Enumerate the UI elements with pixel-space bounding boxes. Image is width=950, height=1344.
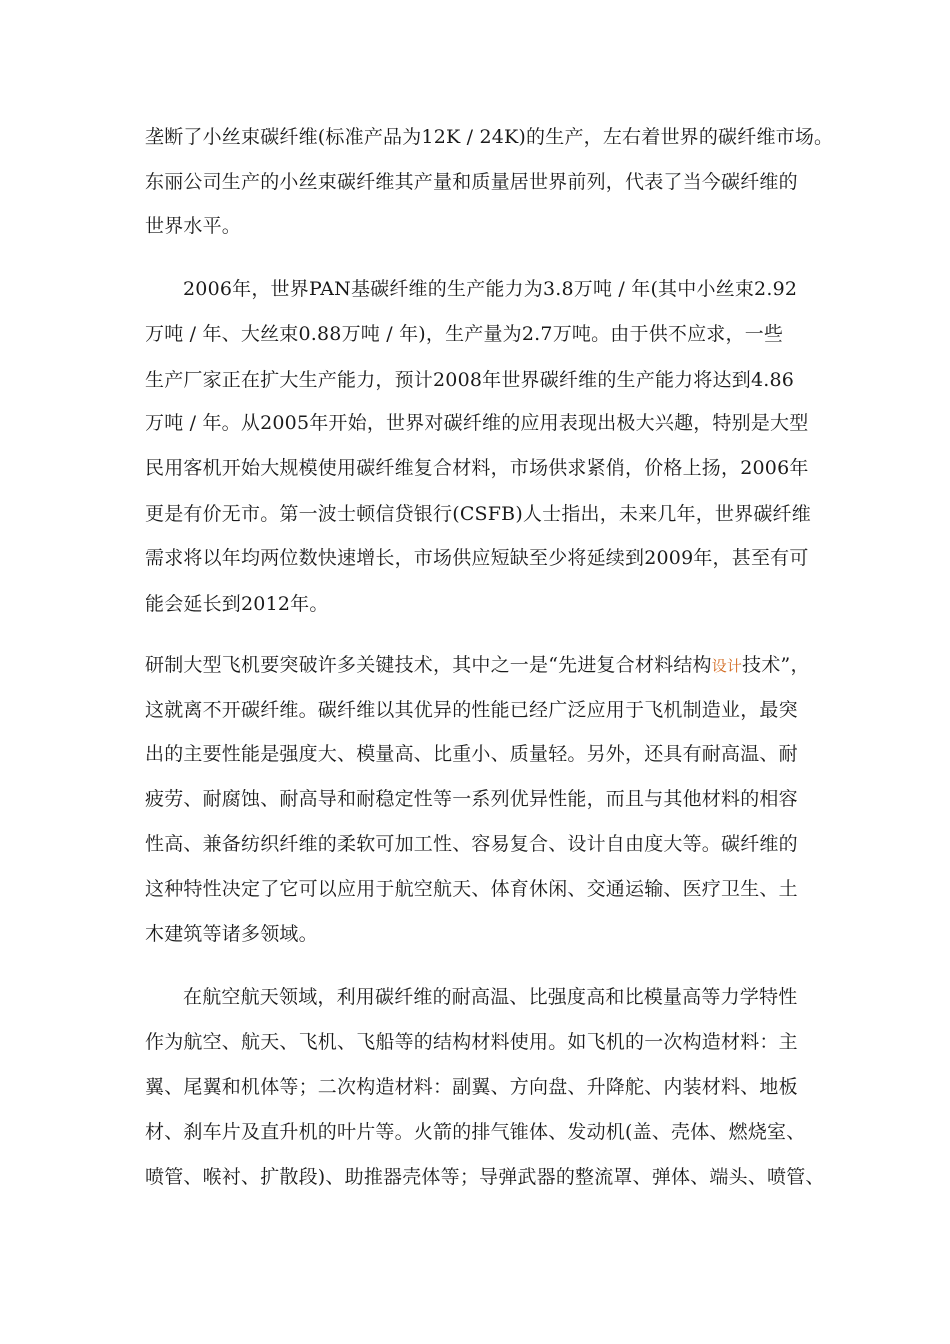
text-segment: 研制大型飞机要突破许多关键技术，其中之一是“先进复合材料结构 (145, 654, 712, 676)
text-line: 万吨 / 年、大丝束0.88万吨 / 年)，生产量为2.7万吨。由于供不应求，一些 (145, 323, 784, 345)
text-line: 材、刹车片及直升机的叶片等。火箭的排气锥体、发动机(盖、壳体、燃烧室、 (145, 1121, 806, 1143)
highlighted-term: 设计 (711, 657, 743, 675)
text-line: 世界水平。 (145, 215, 242, 237)
text-line: 垄断了小丝束碳纤维(标准产品为12K / 24K)的生产，左右着世界的碳纤维市场。 (145, 126, 834, 148)
text-line: 疲劳、耐腐蚀、耐高导和耐稳定性等一系列优异性能，而且与其他材料的相容 (145, 788, 798, 810)
text-line: 2006年，世界PAN基碳纤维的生产能力为3.8万吨 / 年(其中小丝束2.92 (183, 278, 798, 300)
text-segment: 技术”， (742, 654, 810, 676)
text-line: 这就离不开碳纤维。碳纤维以其优异的性能已经广泛应用于飞机制造业，最突 (145, 699, 798, 721)
text-line: 生产厂家正在扩大生产能力，预计2008年世界碳纤维的生产能力将达到4.86 (145, 369, 795, 391)
text-line: 这种特性决定了它可以应用于航空航天、体育休闲、交通运输、医疗卫生、土 (145, 878, 798, 900)
text-line: 作为航空、航天、飞机、飞船等的结构材料使用。如飞机的一次构造材料：主 (145, 1031, 798, 1053)
text-line: 木建筑等诸多领域。 (145, 923, 318, 945)
text-line: 在航空航天领域，利用碳纤维的耐高温、比强度高和比模量高等力学特性 (183, 986, 798, 1008)
text-line: 翼、尾翼和机体等；二次构造材料：副翼、方向盘、升降舵、内装材料、地板 (145, 1076, 798, 1098)
text-line: 出的主要性能是强度大、模量高、比重小、质量轻。另外，还具有耐高温、耐 (145, 743, 798, 765)
text-line: 万吨 / 年。从2005年开始，世界对碳纤维的应用表现出极大兴趣，特别是大型 (145, 412, 809, 434)
text-line: 民用客机开始大规模使用碳纤维复合材料，市场供求紧俏，价格上扬，2006年 (145, 457, 809, 479)
text-line: 更是有价无市。第一波士顿信贷银行(CSFB)人士指出，未来几年，世界碳纤维 (145, 503, 811, 525)
text-line: 性高、兼备纺织纤维的柔软可加工性、容易复合、设计自由度大等。碳纤维的 (145, 833, 798, 855)
text-line (145, 653, 810, 678)
text-line: 东丽公司生产的小丝束碳纤维其产量和质量居世界前列，代表了当今碳纤维的 (145, 171, 798, 193)
text-line: 喷管、喉衬、扩散段)、助推器壳体等；导弹武器的整流罩、弹体、端头、喷管、 (145, 1166, 825, 1188)
text-line: 需求将以年均两位数快速增长，市场供应短缺至少将延续到2009年，甚至有可 (145, 547, 809, 569)
text-line: 能会延长到2012年。 (145, 593, 329, 615)
